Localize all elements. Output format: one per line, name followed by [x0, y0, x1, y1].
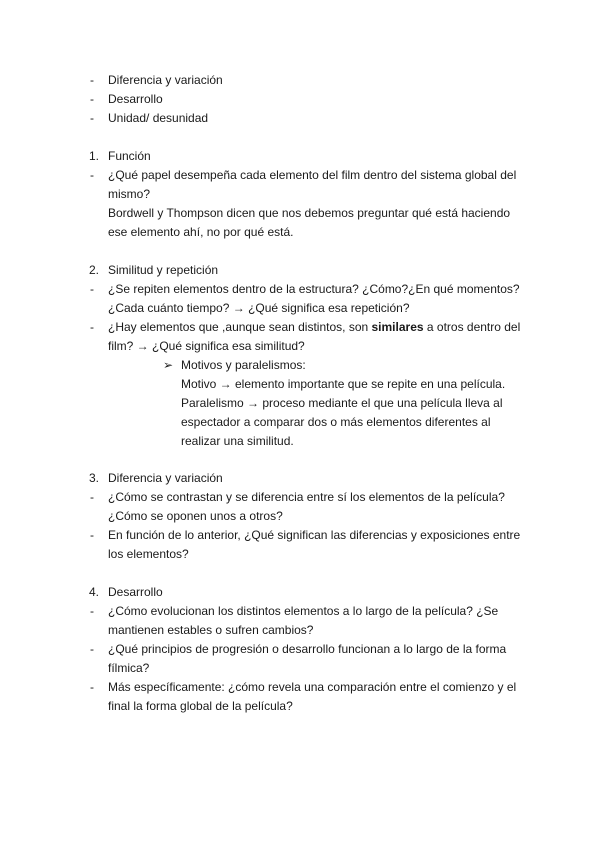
- list-item-text: final la forma global de la película?: [108, 699, 293, 713]
- section-number: 1.: [89, 149, 100, 163]
- list-item-text: ¿Qué principios de progresión o desarrollo funcionan a lo largo de la forma: [108, 642, 507, 656]
- sub-list-text: realizar una similitud.: [181, 434, 294, 448]
- list-dash: -: [90, 680, 94, 694]
- list-item-text: ¿Cómo evolucionan los distintos elementos a lo largo de la película? ¿Se: [108, 604, 499, 618]
- section-number: 3.: [89, 471, 100, 485]
- section-title: Desarrollo: [108, 585, 163, 599]
- list-dash: -: [90, 282, 94, 296]
- list-dash: -: [90, 528, 94, 542]
- bold-term: similares: [371, 320, 424, 334]
- list-item-text: fílmica?: [108, 661, 150, 675]
- list-dash: -: [90, 490, 94, 504]
- sub-list-text: espectador a comparar dos o más elementos diferentes al: [181, 415, 491, 429]
- list-item-text: mismo?: [108, 187, 151, 201]
- list-item-text: los elementos?: [108, 547, 189, 561]
- list-item-text: Desarrollo: [108, 92, 163, 106]
- list-item-text: ¿Qué papel desempeña cada elemento del film dentro del sistema global del: [108, 168, 517, 182]
- paragraph-text: ese elemento ahí, no por qué está.: [108, 225, 294, 239]
- text-segment: a otros dentro del: [423, 320, 521, 334]
- text-segment: ¿Hay elementos que ,aunque sean distintos, son: [108, 320, 372, 334]
- list-dash: -: [90, 168, 94, 182]
- list-item-text: [108, 318, 520, 336]
- list-item-text: film? → ¿Qué significa esa similitud?: [108, 339, 305, 353]
- list-dash: -: [90, 642, 94, 656]
- list-item-text: mantienen estables o sufren cambios?: [108, 623, 314, 637]
- section-title: Similitud y repetición: [108, 263, 219, 277]
- list-dash: -: [90, 92, 94, 106]
- list-item-text: ¿Cómo se contrastan y se diferencia entre sí los elementos de la película?: [108, 490, 505, 504]
- section-title: Diferencia y variación: [108, 471, 223, 485]
- sub-list-text: Motivos y paralelismos:: [181, 358, 306, 372]
- list-item-text: Más específicamente: ¿cómo revela una comparación entre el comienzo y el: [108, 680, 517, 694]
- list-dash: -: [90, 320, 94, 334]
- list-dash: -: [90, 604, 94, 618]
- list-item-text: Unidad/ desunidad: [108, 111, 209, 125]
- section-title: Función: [108, 149, 151, 163]
- paragraph-text: Bordwell y Thompson dicen que nos debemos preguntar qué está haciendo: [108, 206, 511, 220]
- list-item-text: ¿Se repiten elementos dentro de la estructura? ¿Cómo?¿En qué momentos?: [108, 282, 520, 296]
- sub-list-text: Motivo → elemento importante que se repite en una película.: [181, 377, 506, 391]
- sub-list-text: Paralelismo → proceso mediante el que una película lleva al: [181, 396, 503, 410]
- list-item-text: ¿Cómo se oponen unos a otros?: [108, 509, 283, 523]
- list-item-text: ¿Cada cuánto tiempo? → ¿Qué significa esa repetición?: [108, 301, 410, 315]
- list-item-text: En función de lo anterior, ¿Qué significan las diferencias y exposiciones entre: [108, 528, 521, 542]
- arrow-bullet-icon: ➢: [163, 358, 174, 372]
- list-item-text: Diferencia y variación: [108, 73, 223, 87]
- section-number: 2.: [89, 263, 100, 277]
- section-number: 4.: [89, 585, 100, 599]
- list-dash: -: [90, 111, 94, 125]
- list-dash: -: [90, 73, 94, 87]
